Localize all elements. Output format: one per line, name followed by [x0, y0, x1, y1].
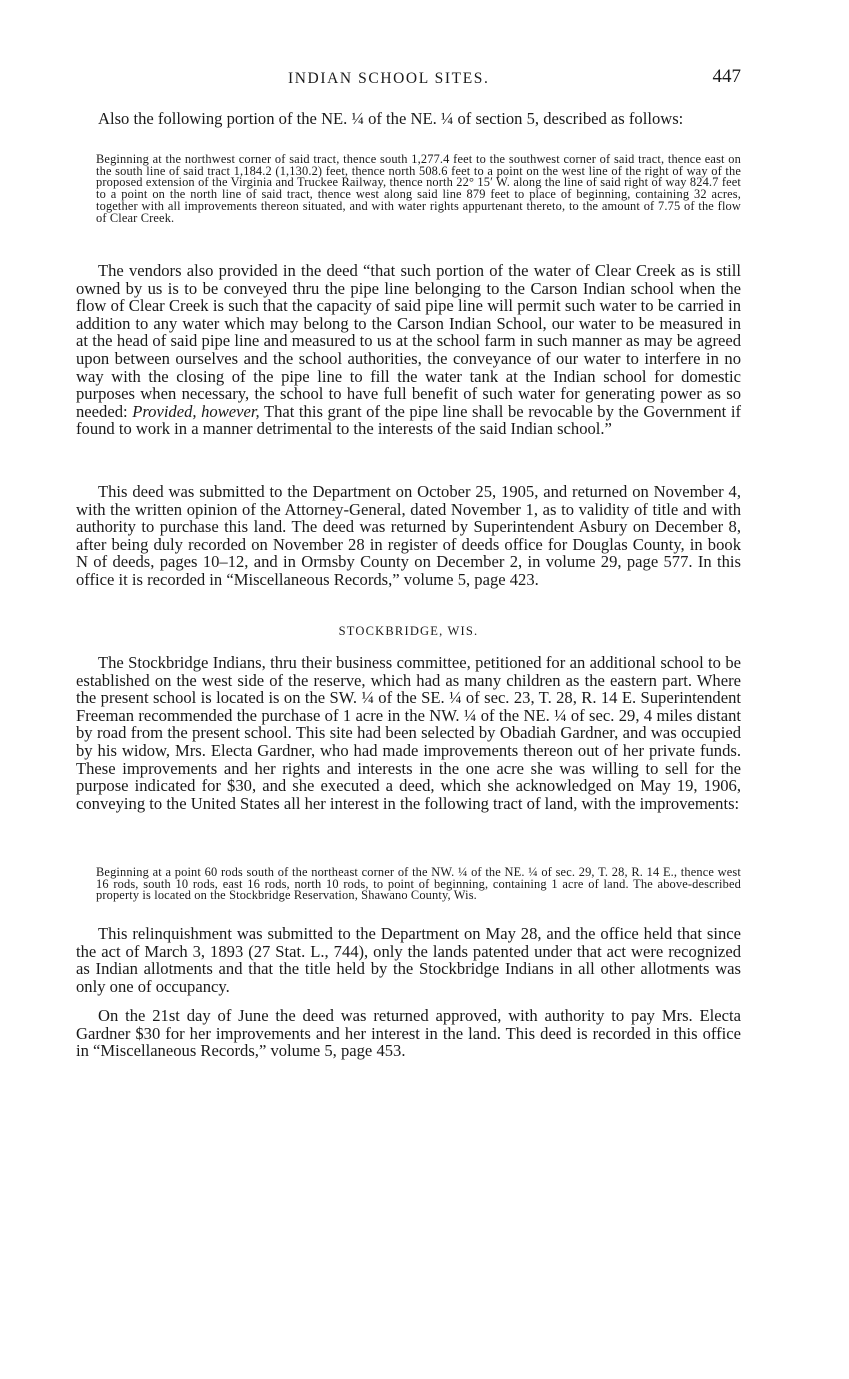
vendors-text-before: The vendors also provided in the deed “that such portion of the water of Clear Creek as is still owned by us is to be conveyed thru the pipe line belonging to the Carson Indian school when the flow of Clear Creek is such that the capacity of said pipe line will permit such water to be carried in addition to any water which may belong to the Carson Indian School, our water to be measured in at the head of said pipe line and measured to us at the school farm in such manner as may be agreed upon between ourselves and the school authorities, the conveyance of our water to interfere in no way with the closing of the pipe line to fill the water tank at the Indian school for domestic purposes when necessary, the school to have full benefit of such water for generating power as so needed:	[76, 261, 741, 421]
stockbridge-petition-paragraph: The Stockbridge Indians, thru their business committee, petitioned for an additional school to be established on the west side of the reserve, which had as many children as the eastern part. Where the present school is located is on the SW. ¼ of the SE. ¼ of sec. 23, T. 28, R. 14 E. Superintendent Freeman recommended the purchase of 1 acre in the NW. ¼ of the NE. ¼ of sec. 29, 4 miles distant by road from the present school. This site had been selected by Obadiah Gardner, and was occupied by his widow, Mrs. Electa Gardner, who had made improvements thereon out of her private funds. These improvements and her rights and interests in the one acre she was willing to sell for the purpose indicated for $30, and she executed a deed, which she acknowledged on May 19, 1906, conveying to the United States all her interest in the following tract of land, with the improvements:	[76, 653, 741, 813]
section-heading-stockbridge: STOCKBRIDGE, WIS.	[338, 624, 479, 638]
running-head	[76, 66, 741, 92]
vendors-text-italic: Provided, however,	[132, 401, 260, 421]
relinquishment-paragraph: This relinquishment was submitted to the Department on May 28, and the office held that since the act of March 3, 1893 (27 Stat. L., 744), only the lands patented under that act were recognized as Indian allotments and that the title held by the Stockbridge Indians in all other allotments was only one of occupancy.	[76, 924, 741, 996]
deed-submitted-paragraph: This deed was submitted to the Department on October 25, 1905, and returned on November 4, with the written opinion of the Attorney-General, dated November 1, as to validity of title and with authority to purchase this land. The deed was returned by Superintendent Asbury on December 8, after being duly recorded on November 28 in register of deeds office for Douglas County, in book N of deeds, pages 10–12, and in Ormsby County on December 2, in volume 29, page 577. In this office it is recorded in “Miscellaneous Records,” volume 5, page 423.	[76, 482, 741, 589]
page-number: 447	[712, 66, 741, 87]
stockbridge-tract-description: Beginning at a point 60 rods south of the northeast corner of the NW. ¼ of the NE. ¼ of sec. 29, T. 28, R. 14 E., thence west 16 rods, south 10 rods, east 16 rods, north 10 rods, to point of beginning, containing 1 acre of land. The above-described property is located on the Stockbridge Reservation, Shawano County, Wis.	[96, 865, 741, 903]
running-title: INDIAN SCHOOL SITES.	[288, 70, 490, 87]
carson-tract-description: Beginning at the northwest corner of said tract, thence south 1,277.4 feet to the southwest corner of said tract, thence east on the south line of said tract 1,184.2 (1,130.2) feet, thence north 508.6 feet to a point on the west line of the right of way of the proposed extension of the Virginia and Truckee Railway, thence north 22° 15′ W. along the line of said right of way 824.7 feet to a point on the north line of said tract, thence west along said line 879 feet to place of beginning, containing 32 acres, together with all improvements thereon situated, and with water rights appurtenant thereto, to the amount of 7.75 of the flow of Clear Creek.	[96, 152, 741, 225]
approval-paragraph: On the 21st day of June the deed was returned approved, with authority to pay Mrs. Electa Gardner $30 for her improvements and her interest in the land. This deed is recorded in this office in “Miscellaneous Records,” volume 5, page 453.	[76, 1006, 741, 1061]
vendors-text-after: That this grant of the pipe line shall be revocable by the Government if found to work in a manner detrimental to the interests of the said Indian school.”	[76, 401, 741, 439]
carson-intro-paragraph: Also the following portion of the NE. ¼ of the NE. ¼ of section 5, described as follows:	[98, 109, 684, 128]
vendors-paragraph	[76, 262, 741, 438]
